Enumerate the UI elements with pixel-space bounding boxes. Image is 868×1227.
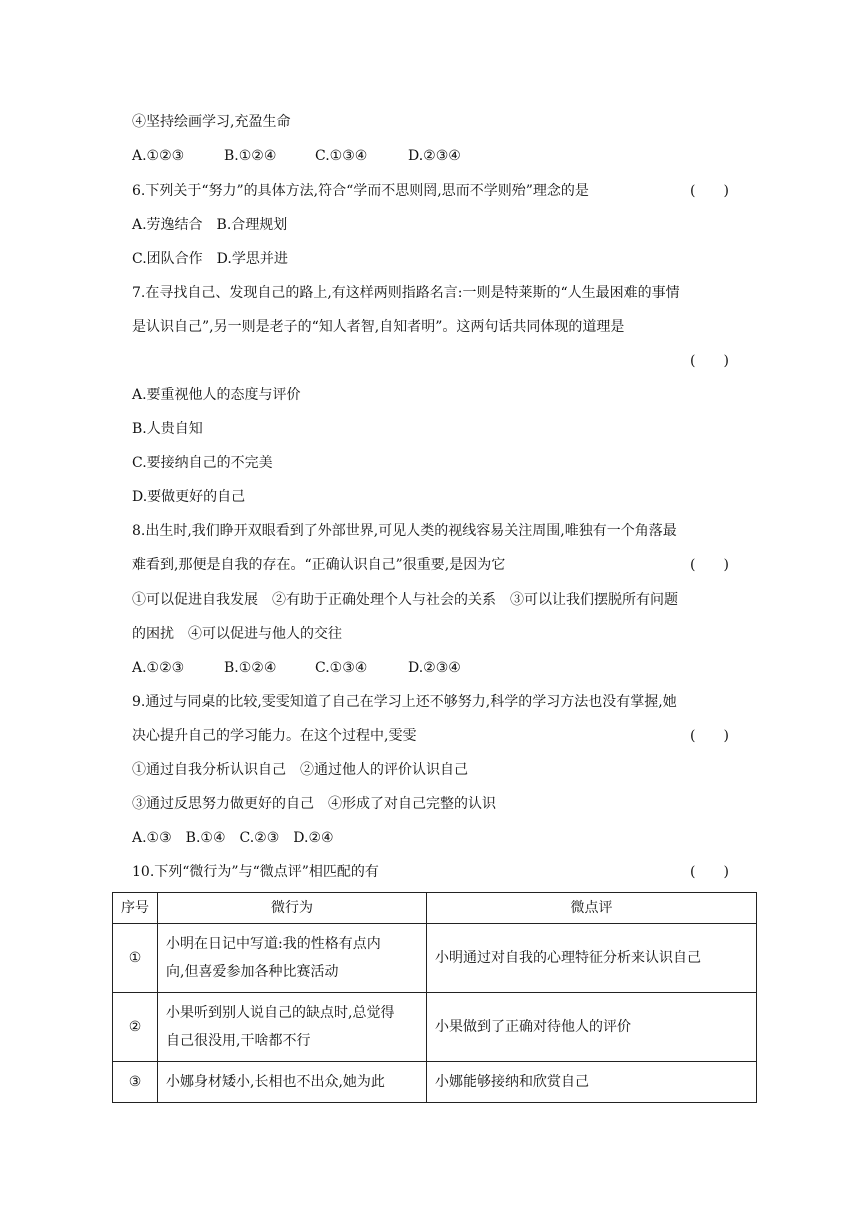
q9-options: A.①③ B.①④ C.②③ D.②④ [132,830,334,846]
header-number: 序号 [113,893,158,924]
behavior-line: 向,但喜爱参加各种比赛活动 [166,964,339,980]
row-behavior [158,1062,427,1103]
q8-stem-line1: 8.出生时,我们睁开双眼看到了外部世界,可见人类的视线容易关注周围,唯独有一个角落最 [132,523,677,539]
q8-items-line1: ①可以促进自我发展 ②有助于正确处理个人与社会的关系 ③可以让我们摆脱所有问题 [132,592,678,608]
table-header-row [113,893,757,924]
q5-item4: ④坚持绘画学习,充盈生命 [132,114,291,130]
q8-stem-line2: 难看到,那便是自我的存在。“正确认识自己”很重要,是因为它 [132,557,506,573]
behavior-line: 小娜身材矮小,长相也不出众,她为此 [166,1074,385,1090]
behavior-line: 小果听到别人说自己的缺点时,总觉得 [166,1005,395,1021]
behavior-line: 自己很没用,干啥都不行 [166,1033,311,1049]
q9-stem-line2: 决心提升自己的学习能力。在这个过程中,雯雯 [132,728,417,744]
q8-answer-paren: ( ) [690,557,729,573]
q5-option-a: A.①②③ [132,148,185,164]
q10-stem: 10.下列“微行为”与“微点评”相匹配的有 [132,864,379,880]
row-comment: 小果做到了正确对待他人的评价 [427,993,757,1062]
row-comment: 小明通过对自我的心理特征分析来认识自己 [427,924,757,993]
q7-option-b: B.人贵自知 [132,421,203,437]
q8-option-d: D.②③④ [408,660,461,676]
q8-options [132,658,461,678]
q5-options [132,146,461,166]
q7-option-c: C.要接纳自己的不完美 [132,455,273,471]
q7-option-a: A.要重视他人的态度与评价 [132,387,301,403]
q5-option-d: D.②③④ [408,148,461,164]
table-row [113,924,757,993]
row-comment: 小娜能够接纳和欣赏自己 [427,1062,757,1103]
q9-answer-paren: ( ) [690,728,729,744]
q6-stem: 6.下列关于“努力”的具体方法,符合“学而不思则罔,思而不学则殆”理念的是 [132,183,589,199]
header-comment: 微点评 [427,893,757,924]
q8-option-b: B.①②④ [224,660,277,676]
q9-stem-line1: 9.通过与同桌的比较,雯雯知道了自己在学习上还不够努力,科学的学习方法也没有掌握,她 [132,694,677,710]
row-number: ③ [113,1062,158,1103]
row-number: ① [113,924,158,993]
row-behavior [158,924,427,993]
q6-answer-paren: ( ) [690,183,729,199]
table-row [113,1062,757,1103]
q8-option-c: C.①③④ [315,660,368,676]
q7-stem-line2: 是认识自己”,另一则是老子的“知人者智,自知者明”。这两句话共同体现的道理是 [132,319,625,335]
q10-table [112,892,757,1103]
q10-answer-paren: ( ) [690,864,729,880]
q6-options-row2: C.团队合作 D.学思并进 [132,251,288,267]
q5-option-c: C.①③④ [315,148,368,164]
q8-option-a: A.①②③ [132,660,185,676]
behavior-line: 小明在日记中写道:我的性格有点内 [166,936,381,952]
q7-option-d: D.要做更好的自己 [132,489,246,505]
q5-option-b: B.①②④ [224,148,277,164]
q8-items-line2: 的困扰 ④可以促进与他人的交往 [132,626,342,642]
q9-items-line1: ①通过自我分析认识自己 ②通过他人的评价认识自己 [132,762,468,778]
q9-items-line2: ③通过反思努力做更好的自己 ④形成了对自己完整的认识 [132,796,496,812]
header-behavior: 微行为 [158,893,427,924]
q7-stem-line1: 7.在寻找自己、发现自己的路上,有这样两则指路名言:一则是特莱斯的“人生最困难的事情 [132,285,680,301]
q7-answer-paren: ( ) [690,353,729,369]
table-row [113,993,757,1062]
row-number: ② [113,993,158,1062]
q6-options-row1: A.劳逸结合 B.合理规划 [132,217,288,233]
row-behavior [158,993,427,1062]
